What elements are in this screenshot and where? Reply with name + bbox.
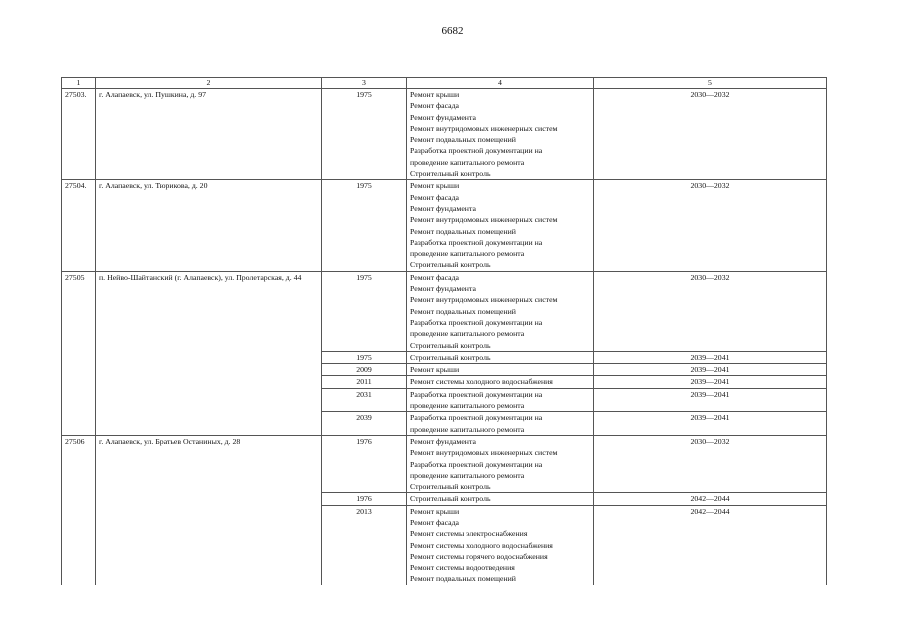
repair-period: 2039—2041	[594, 364, 827, 376]
column-header: 1	[62, 78, 96, 89]
work-item: Разработка проектной документации на	[410, 237, 543, 247]
commission-year: 1975	[322, 180, 407, 271]
work-item: проведение капитального ремонта	[410, 470, 525, 480]
work-item: Ремонт фундамента	[410, 203, 476, 213]
work-item: Ремонт системы электроснабжения	[410, 529, 528, 539]
commission-year: 1975	[322, 271, 407, 351]
commission-year: 1976	[322, 435, 407, 492]
table-row	[62, 180, 827, 271]
work-types	[407, 351, 594, 363]
commission-year: 2039	[322, 412, 407, 436]
work-item: Разработка проектной документации на	[410, 389, 543, 399]
work-item: Разработка проектной документации на	[410, 413, 543, 423]
repair-schedule-table	[61, 77, 827, 585]
work-types	[407, 505, 594, 585]
commission-year: 2031	[322, 388, 407, 412]
page-number: 6682	[441, 25, 464, 37]
record-number: 27505	[62, 271, 96, 435]
table-row	[62, 271, 827, 351]
repair-period: 2030—2032	[594, 271, 827, 351]
work-item: Ремонт внутридомовых инженерных систем	[410, 123, 558, 133]
commission-year: 1975	[322, 351, 407, 363]
work-item: Разработка проектной документации на	[410, 317, 543, 327]
work-item: Ремонт крыши	[410, 90, 460, 99]
work-types	[407, 364, 594, 376]
record-address: г. Алапаевск, ул. Тюрикова, д. 20	[96, 180, 322, 271]
repair-period: 2042—2044	[594, 493, 827, 505]
column-header: 2	[96, 78, 322, 89]
work-types	[407, 89, 594, 180]
work-item: Строительный контроль	[410, 169, 491, 179]
column-header: 3	[322, 78, 407, 89]
repair-period: 2039—2041	[594, 412, 827, 436]
work-item: Ремонт внутридомовых инженерных систем	[410, 215, 558, 225]
work-item: Строительный контроль	[410, 494, 491, 504]
work-item: проведение капитального ремонта	[410, 401, 525, 411]
repair-period: 2030—2032	[594, 435, 827, 492]
work-types	[407, 271, 594, 351]
work-item: Ремонт фундамента	[410, 112, 476, 122]
work-item: Ремонт фасада	[410, 101, 460, 111]
work-item: Разработка проектной документации на	[410, 459, 543, 469]
repair-period: 2039—2041	[594, 351, 827, 363]
repair-period: 2030—2032	[594, 180, 827, 271]
commission-year: 2009	[322, 364, 407, 376]
work-item: Ремонт системы холодного водоснабжения	[410, 540, 553, 550]
work-item: Ремонт фундамента	[410, 284, 476, 294]
commission-year: 2011	[322, 376, 407, 388]
column-header: 5	[594, 78, 827, 89]
work-item: Строительный контроль	[410, 352, 491, 362]
work-types	[407, 412, 594, 436]
work-item: Ремонт внутридомовых инженерных систем	[410, 295, 558, 305]
work-item: Ремонт внутридомовых инженерных систем	[410, 448, 558, 458]
work-item: Ремонт крыши	[410, 181, 460, 191]
record-address: г. Алапаевск, ул. Братьев Останиных, д. 28	[96, 435, 322, 584]
work-item: Ремонт фасада	[410, 517, 460, 527]
work-item: Ремонт системы водоотведения	[410, 563, 515, 573]
repair-period: 2039—2041	[594, 376, 827, 388]
record-address: г. Алапаевск, ул. Пушкина, д. 97	[96, 89, 322, 180]
work-item: проведение капитального ремонта	[410, 249, 525, 259]
work-item: Ремонт крыши	[410, 365, 460, 375]
work-item: Ремонт подвальных помещений	[410, 306, 516, 316]
work-item: проведение капитального ремонта	[410, 424, 525, 434]
work-item: Разработка проектной документации на	[410, 146, 543, 156]
work-item: Строительный контроль	[410, 260, 491, 270]
commission-year: 2013	[322, 505, 407, 585]
work-item: Ремонт подвальных помещений	[410, 574, 516, 584]
work-item: Ремонт подвальных помещений	[410, 135, 516, 145]
work-item: Ремонт фасада	[410, 272, 460, 282]
work-item: проведение капитального ремонта	[410, 157, 525, 167]
work-item: Ремонт подвальных помещений	[410, 226, 516, 236]
work-item: проведение капитального ремонта	[410, 329, 525, 339]
work-types	[407, 493, 594, 505]
work-types	[407, 180, 594, 271]
work-types	[407, 435, 594, 492]
commission-year: 1975	[322, 89, 407, 180]
work-item: Строительный контроль	[410, 340, 491, 350]
record-address: п. Нейво-Шайтанский (г. Алапаевск), ул. Пролетарская, д. 44	[96, 271, 322, 435]
record-number: 27506	[62, 435, 96, 584]
table-row	[62, 435, 827, 492]
work-item: Строительный контроль	[410, 482, 491, 492]
commission-year: 1976	[322, 493, 407, 505]
record-number: 27504.	[62, 180, 96, 271]
repair-period: 2042—2044	[594, 505, 827, 585]
table-row	[62, 89, 827, 180]
column-header-row	[62, 78, 827, 89]
work-types	[407, 376, 594, 388]
table-body	[62, 89, 827, 585]
work-item: Ремонт системы горячего водоснабжения	[410, 551, 548, 561]
column-header: 4	[407, 78, 594, 89]
work-item: Ремонт фундамента	[410, 436, 476, 446]
repair-period: 2030—2032	[594, 89, 827, 180]
repair-period: 2039—2041	[594, 388, 827, 412]
work-item: Ремонт фасада	[410, 192, 460, 202]
work-types	[407, 388, 594, 412]
work-item: Ремонт системы холодного водоснабжения	[410, 377, 553, 387]
record-number: 27503.	[62, 89, 96, 180]
work-item: Ремонт крыши	[410, 506, 460, 516]
